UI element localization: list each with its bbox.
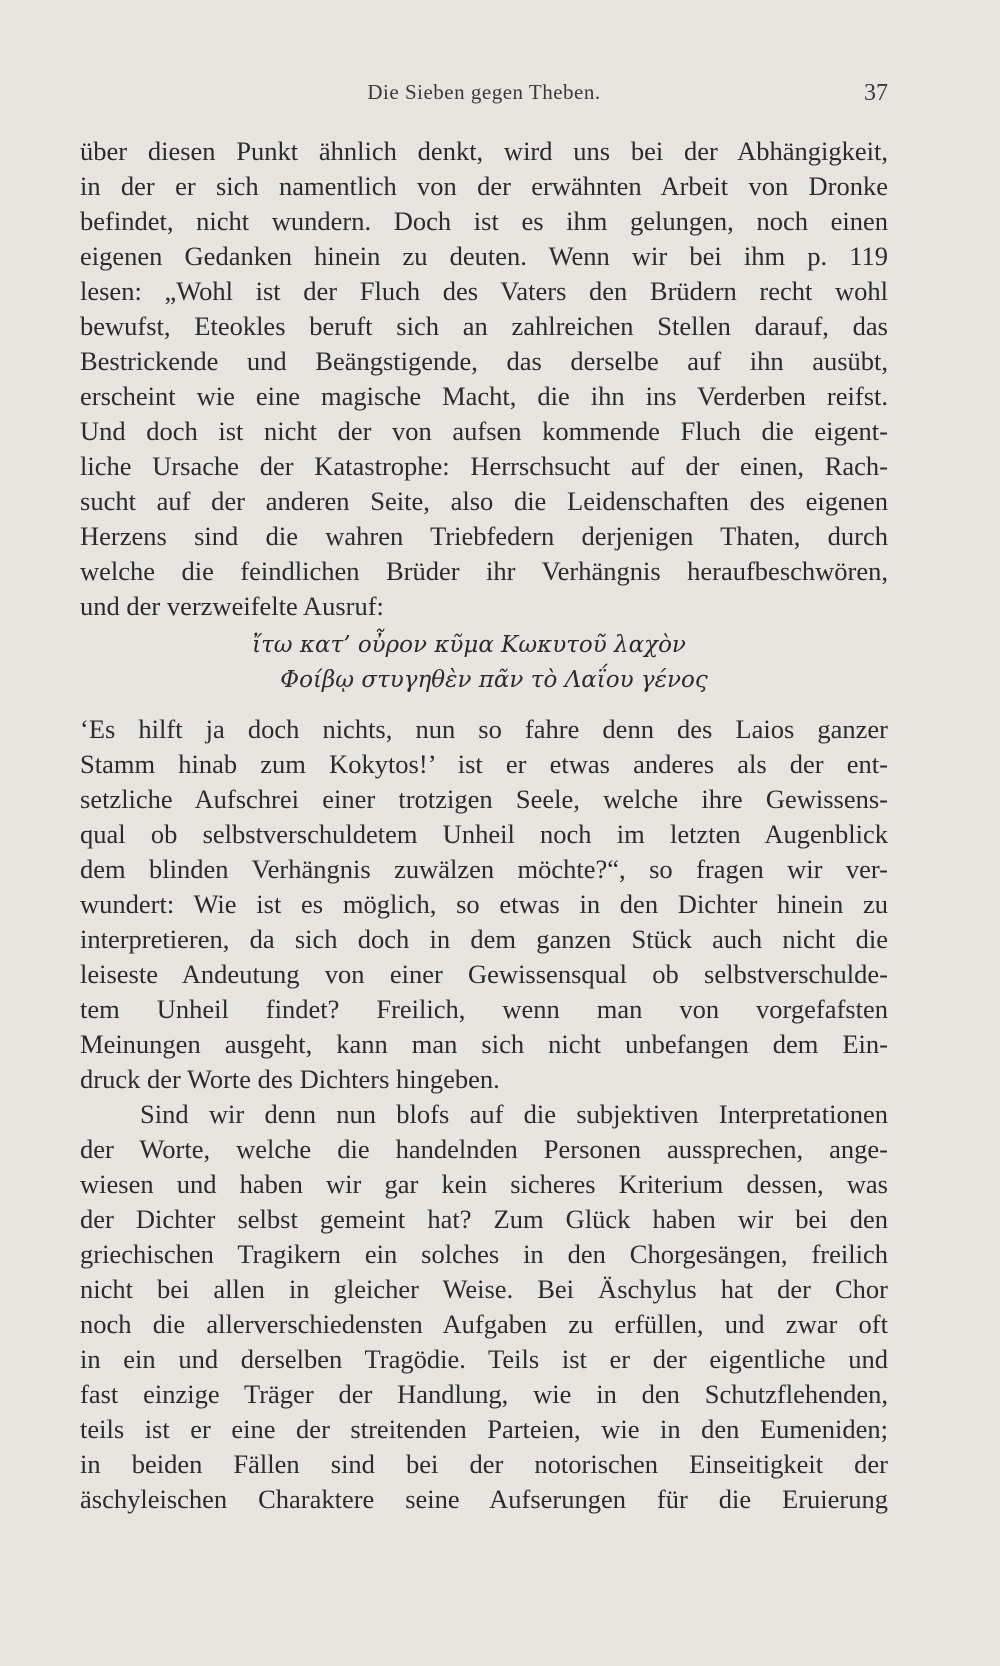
text-line: und der verzweifelte Ausruf: [80,591,384,621]
text-line: eigenen Gedanken hinein zu deuten. Wenn wir bei ihm p. 119 [80,241,888,271]
text-line: nicht bei allen in gleicher Weise. Bei Äschylus hat der Chor [80,1274,888,1304]
text-line: druck der Worte des Dichters hingeben. [80,1064,500,1094]
page-number: 37 [864,80,888,106]
paragraph-2 [80,712,888,1097]
text-line: erscheint wie eine magische Macht, die ihn ins Verderben reifst. [80,381,888,411]
greek-quotation [80,624,888,712]
text-line: liche Ursache der Katastrophe: Herrschsucht auf der einen, Rach- [80,451,888,481]
text-line: befindet, nicht wundern. Doch ist es ihm gelungen, noch einen [80,206,888,236]
text-line: sucht auf der anderen Seite, also die Leidenschaften des eigenen [80,486,888,516]
page-body [80,134,888,1517]
text-line: fast einzige Träger der Handlung, wie in den Schutzflehenden, [80,1379,888,1409]
greek-verse-line: ἴτω κατ’ οὖρον κῦμα Κωκυτοῦ λαχὸν [252,632,686,658]
text-line: tem Unheil findet? Freilich, wenn man von vorgefafsten [80,994,888,1024]
text-line: griechischen Tragikern ein solches in den Chorgesängen, freilich [80,1239,888,1269]
text-line: noch die allerverschiedensten Aufgaben zu erfüllen, und zwar oft [80,1309,888,1339]
text-line: setzliche Aufschrei einer trotzigen Seele, welche ihre Gewissens- [80,784,888,814]
paragraph-3 [80,1097,888,1517]
text-line: leiseste Andeutung von einer Gewissensqual ob selbstverschulde- [80,959,888,989]
text-line: interpretieren, da sich doch in dem ganzen Stück auch nicht die [80,924,888,954]
text-line: der Dichter selbst gemeint hat? Zum Glück haben wir bei den [80,1204,888,1234]
text-line: wiesen und haben wir gar kein sicheres Kriterium dessen, was [80,1169,888,1199]
text-line: in der er sich namentlich von der erwähnten Arbeit von Dronke [80,171,888,201]
page-header [80,80,888,114]
paragraph-1 [80,134,888,624]
text-line: bewufst, Eteokles beruft sich an zahlreichen Stellen darauf, das [80,311,888,341]
text-line: der Worte, welche die handelnden Personen aussprechen, ange- [80,1134,888,1164]
text-line: Sind wir denn nun blofs auf die subjektiven Interpretationen [140,1099,888,1129]
greek-verse-line: Φοίβῳ στυγηθὲν πᾶν τὸ Λαΐου γένος [280,667,708,693]
text-line: in ein und derselben Tragödie. Teils ist er der eigentliche und [80,1344,888,1374]
text-line: in beiden Fällen sind bei der notorischen Einseitigkeit der [80,1449,888,1479]
text-line: über diesen Punkt ähnlich denkt, wird uns bei der Abhängigkeit, [80,136,888,166]
text-line: welche die feindlichen Brüder ihr Verhängnis heraufbeschwören, [80,556,888,586]
text-line: Stamm hinab zum Kokytos!’ ist er etwas anderes als der ent- [80,749,888,779]
text-line: Und doch ist nicht der von aufsen kommende Fluch die eigent- [80,416,888,446]
text-line: dem blinden Verhängnis zuwälzen möchte?“, so fragen wir ver- [80,854,888,884]
text-line: wundert: Wie ist es möglich, so etwas in den Dichter hinein zu [80,889,888,919]
text-line: ‘Es hilft ja doch nichts, nun so fahre denn des Laios ganzer [80,714,888,744]
text-line: äschyleischen Charaktere seine Aufserungen für die Eruierung [80,1484,888,1514]
text-line: Bestrickende und Beängstigende, das derselbe auf ihn ausübt, [80,346,888,376]
text-line: qual ob selbstverschuldetem Unheil noch im letzten Augenblick [80,819,888,849]
running-head: Die Sieben gegen Theben. [367,80,601,104]
text-line: Herzens sind die wahren Triebfedern derjenigen Thaten, durch [80,521,888,551]
text-line: teils ist er eine der streitenden Parteien, wie in den Eumeniden; [80,1414,888,1444]
text-line: Meinungen ausgeht, kann man sich nicht unbefangen dem Ein- [80,1029,888,1059]
text-line: lesen: „Wohl ist der Fluch des Vaters den Brüdern recht wohl [80,276,888,306]
